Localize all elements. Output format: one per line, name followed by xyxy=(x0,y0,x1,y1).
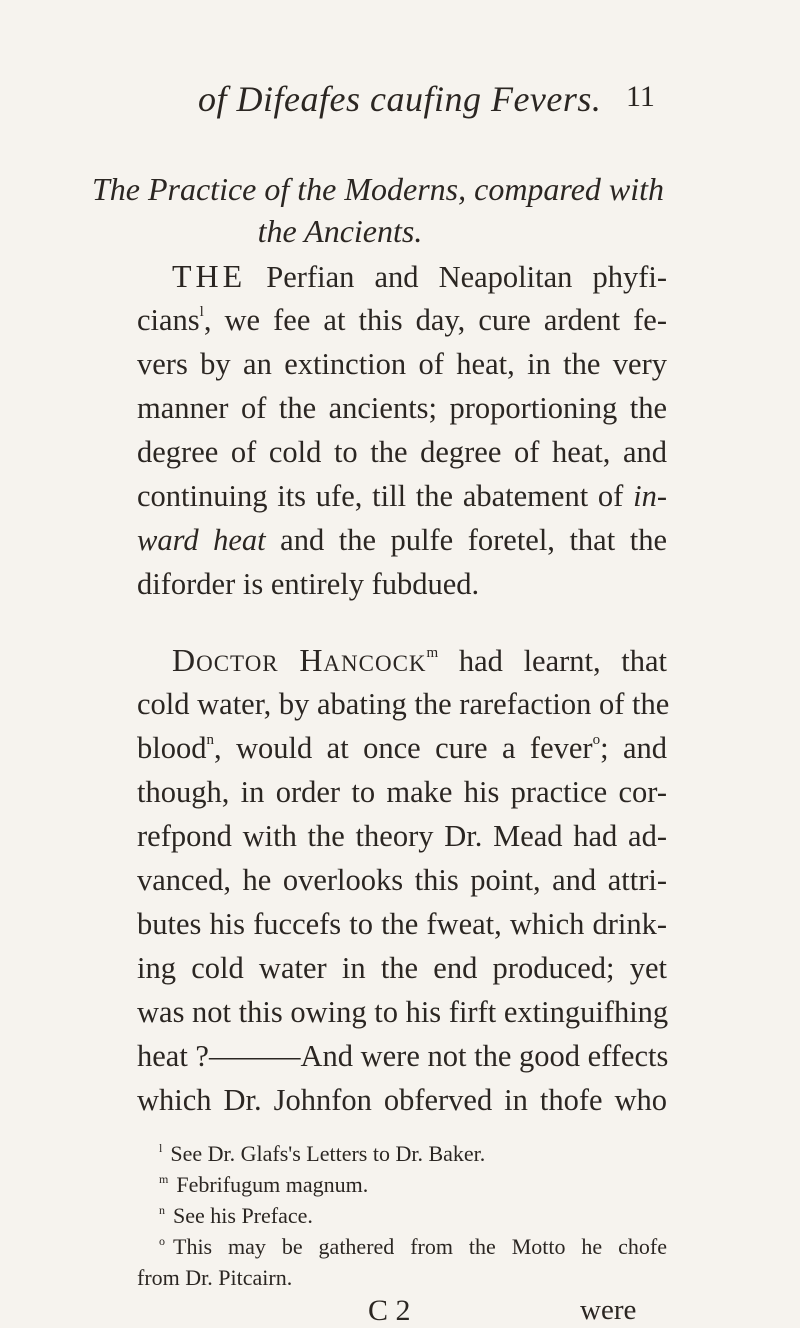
footnote-ref-m: m xyxy=(426,645,439,661)
paragraph-1-line-5: degree of cold to the degree of heat, and xyxy=(137,435,667,469)
footnote-o: $^o$ This may be gathered from the Motto he chofe xyxy=(159,1234,667,1259)
running-title: of Difeafes caufing Fevers. xyxy=(198,79,602,119)
paragraph-1-line-7: ward heat and the pulfe foretel, that the xyxy=(137,523,667,557)
drop-word: THE xyxy=(172,258,247,294)
page-number: 11 xyxy=(626,80,655,113)
paragraph-2-line-10: heat ?———And were not the good effects xyxy=(137,1039,669,1073)
paragraph-2-line-8: ing cold water in the end produced; yet xyxy=(137,951,667,985)
paragraph-1-line-3: vers by an extinction of heat, in the very xyxy=(137,347,667,381)
footnote-ref-n: n xyxy=(206,732,214,748)
footnote-l: $^l$ See Dr. Glafs's Letters to Dr. Baker. xyxy=(159,1141,486,1166)
paragraph-2-line-4: though, in order to make his practice cor- xyxy=(137,775,667,809)
italic-in: in- xyxy=(633,479,668,513)
footnote-ref-l: l xyxy=(199,304,204,320)
paragraph-1-line-2: cians$^l$, we fee at this day, cure ardent fe- xyxy=(137,303,667,337)
paragraph-1-line-6: continuing its ufe, till the abatement of in- xyxy=(137,479,668,513)
catchword: were xyxy=(580,1294,637,1326)
paragraph-2-line-5: refpond with the theory Dr. Mead had ad- xyxy=(137,819,667,853)
paragraph-2-line-1: DOCTOR HANCOCK$^m$ had learnt, that xyxy=(172,642,668,678)
paragraph-2-line-3: blood$^n$, would at once cure a fever$^o$; and xyxy=(137,731,668,765)
signature-mark: C 2 xyxy=(368,1294,411,1327)
italic-ward-heat: ward heat xyxy=(137,523,266,557)
footnote-o-continued: from Dr. Pitcairn. xyxy=(137,1265,293,1290)
paragraph-1-line-8: diforder is entirely fubdued. xyxy=(137,567,480,601)
paragraph-2-line-7: butes his fuccefs to the fweat, which drink- xyxy=(137,907,667,941)
section-title-line-2: the Ancients. xyxy=(257,213,423,249)
paragraph-2-line-11: which Dr. Johnfon obferved in thofe who xyxy=(137,1083,667,1117)
paragraph-2-line-2: cold water, by abating the rarefaction of the xyxy=(137,687,670,721)
name-doctor-hancock: DOCTOR HANCOCK xyxy=(172,642,427,678)
running-head xyxy=(0,78,800,118)
paragraph-2-line-6: vanced, he overlooks this point, and attri- xyxy=(137,863,667,897)
paragraph-1-line-1: THE Perfian and Neapolitan phyfi- xyxy=(172,258,668,294)
paragraph-2-line-9: was not this owing to his firft extinguifhing xyxy=(137,995,669,1029)
footnote-n: $^n$ See his Preface. xyxy=(159,1203,313,1228)
section-title-line-1: The Practice of the Moderns, compared with xyxy=(91,171,665,207)
footnote-ref-o: o xyxy=(592,732,601,748)
paragraph-1-line-4: manner of the ancients; proportioning the xyxy=(137,391,667,425)
footnote-m: $^m$ Febrifugum magnum. xyxy=(159,1172,369,1197)
